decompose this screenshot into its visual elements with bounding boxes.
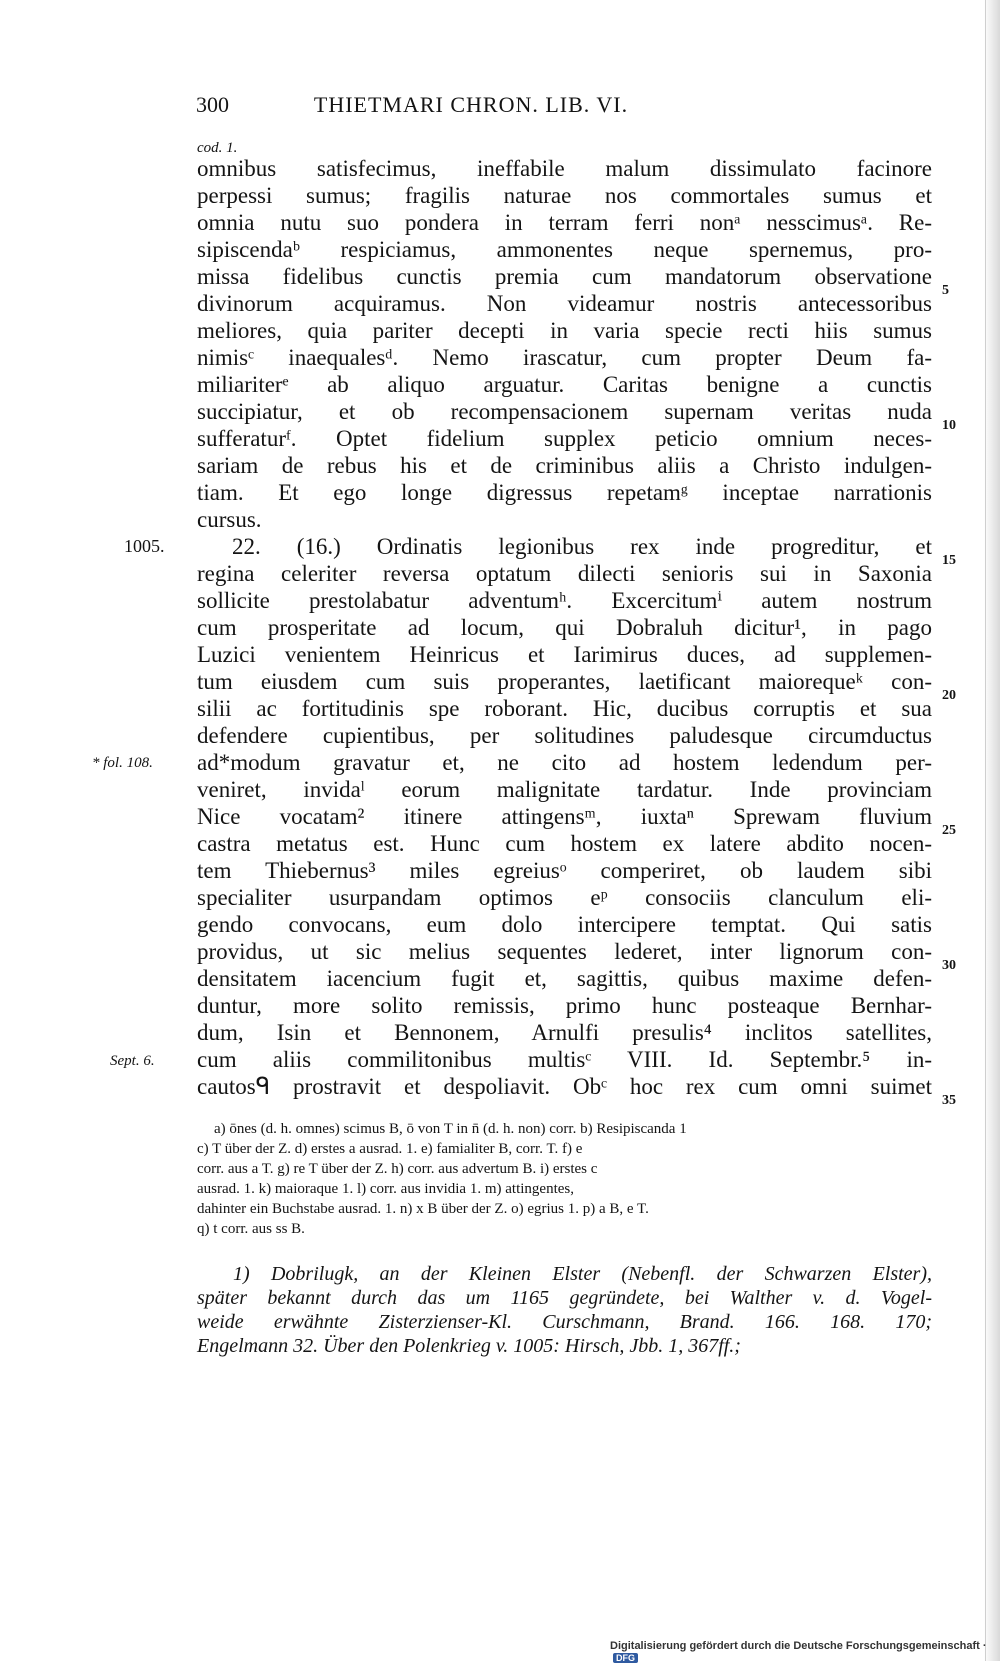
commentary-line: 1) Dobrilugk, an der Kleinen Elster (Nebenfl. der Schwarzen Elster), <box>233 1263 932 1285</box>
text-line: sufferaturᶠ. Optet fidelium supplex peticio omnium neces- <box>197 426 932 451</box>
text-line: regina celeriter reversa optatum dilecti senioris sui in Saxonia <box>197 561 932 586</box>
page-edge-line <box>985 0 986 1661</box>
text-line: duntur, more solito remissis, primo hunc posteaque Bernhar- <box>197 993 932 1018</box>
digitization-text: Digitalisierung gefördert durch die Deutsche Forschungsgemeinschaft · <box>610 1640 987 1652</box>
page-number: 300 <box>196 92 229 117</box>
text-line: castra metatus est. Hunc cum hostem ex latere abdito nocen- <box>197 831 932 856</box>
apparatus-line: q) t corr. aus ss B. <box>197 1221 305 1237</box>
text-line: sipiscendaᵇ respiciamus, ammonentes neque spernemus, pro- <box>197 237 932 262</box>
line-number: 20 <box>942 688 956 703</box>
text-line: veniret, invidaˡ eorum malignitate tardatur. Inde provinciam <box>197 777 932 802</box>
text-line: Luzici venientem Heinricus et Iarimirus duces, ad supplemen- <box>197 642 932 667</box>
running-title: THIETMARI CHRON. LIB. VI. <box>313 92 629 117</box>
text-line: divinorum acquiramus. Non videamur nostris antecessoribus <box>197 291 932 316</box>
line-number: 30 <box>942 958 956 973</box>
commentary-line: später bekannt durch das um 1165 gegründete, bei Walther v. d. Vogel- <box>197 1287 932 1309</box>
commentary-line: weide erwähnte Zisterzienser-Kl. Curschmann, Brand. 166. 168. 170; <box>197 1311 932 1333</box>
text-line: missa fidelibus cunctis premia cum mandatorum observatione <box>197 264 932 289</box>
text-line: tem Thiebernus³ miles egreiusᵒ comperiret, ob laudem sibi <box>197 858 932 883</box>
text-line: cautosᑫ prostravit et despoliavit. Obᶜ hoc rex cum omni suimet <box>197 1074 932 1099</box>
text-line: Nice vocatam² itinere attingensᵐ, iuxtaⁿ Sprewam fluvium <box>197 804 932 829</box>
text-line: tiam. Et ego longe digressus repetamᵍ inceptae narrationis <box>197 480 932 505</box>
text-line: densitatem iacencium fugit et, sagittis, quibus maxime defen- <box>197 966 932 991</box>
line-number: 35 <box>942 1093 956 1108</box>
text-line: meliores, quia pariter decepti in varia specie recti hiis sumus <box>197 318 932 343</box>
text-line: cum aliis commilitonibus multisᶜ VIII. Id. Septembr.⁵ in- <box>197 1047 932 1072</box>
margin-date: Sept. 6. <box>110 1053 155 1069</box>
text-line: tum eiusdem cum suis properantes, laetificant maiorequeᵏ con- <box>197 669 932 694</box>
text-line: ad*modum gravatur et, ne cito ad hostem ledendum per- <box>197 750 932 775</box>
margin-year: 1005. <box>124 536 165 556</box>
text-line: perpessi sumus; fragilis naturae nos commortales sumus et <box>197 183 932 208</box>
text-line: specialiter usurpandam optimos eᵖ consociis clanculum eli- <box>197 885 932 910</box>
text-line: cursus. <box>197 507 262 532</box>
apparatus-line: c) T über der Z. d) erstes a ausrad. 1. e) famialiter B, corr. T. f) e <box>197 1141 583 1157</box>
line-number: 10 <box>942 418 956 433</box>
apparatus-line: ausrad. 1. k) maioraque 1. l) corr. aus invidia 1. m) attingentes, <box>197 1181 574 1197</box>
codex-note: cod. 1. <box>197 140 238 156</box>
text-line: omnia nutu suo pondera in terram ferri nonᵃ nesscimusᵃ. Re- <box>197 210 932 235</box>
apparatus-line: corr. aus a T. g) re T über der Z. h) corr. aus advertum B. i) erstes c <box>197 1161 598 1177</box>
digitization-notice <box>610 1640 1000 1664</box>
text-line: providus, ut sic melius sequentes lederet, inter lignorum con- <box>197 939 932 964</box>
text-line: defendere cupientibus, per solitudines paludesque circumductus <box>197 723 932 748</box>
text-line: 22. (16.) Ordinatis legionibus rex inde progreditur, et <box>232 534 932 559</box>
text-line: nimisᶜ inaequalesᵈ. Nemo irascatur, cum propter Deum fa- <box>197 345 932 370</box>
apparatus-line: dahinter ein Buchstabe ausrad. 1. n) x B über der Z. o) egrius 1. p) a B, e T. <box>197 1201 649 1217</box>
text-line: gendo convocans, eum dolo intercipere temptat. Qui satis <box>197 912 932 937</box>
apparatus-line: a) ōnes (d. h. omnes) scimus B, ō von T in n̄ (d. h. non) corr. b) Resipiscanda 1 <box>214 1121 687 1137</box>
commentary-line: Engelmann 32. Über den Polenkrieg v. 1005: Hirsch, Jbb. 1, 367ff.; <box>197 1335 741 1357</box>
line-number: 25 <box>942 823 956 838</box>
page-edge-shadow <box>984 0 1000 1661</box>
running-header <box>196 92 746 122</box>
dfg-logo: DFG <box>613 1653 638 1663</box>
line-number: 15 <box>942 553 956 568</box>
margin-folio: * fol. 108. <box>92 755 153 771</box>
text-line: omnibus satisfecimus, ineffabile malum dissimulato facinore <box>197 156 932 181</box>
text-line: miliariterᵉ ab aliquo arguatur. Caritas benigne a cunctis <box>197 372 932 397</box>
text-line: cum prosperitate ad locum, qui Dobraluh dicitur¹, in pago <box>197 615 932 640</box>
text-line: succipiatur, et ob recompensacionem supernam veritas nuda <box>197 399 932 424</box>
text-line: sariam de rebus his et de criminibus aliis a Christo indulgen- <box>197 453 932 478</box>
text-line: sollicite prestolabatur adventumʰ. Excercitumⁱ autem nostrum <box>197 588 932 613</box>
text-line: dum, Isin et Bennonem, Arnulfi presulis⁴ inclitos satellites, <box>197 1020 932 1045</box>
line-number: 5 <box>942 283 949 298</box>
text-line: silii ac fortitudinis spe roborant. Hic, ducibus corruptis et sua <box>197 696 932 721</box>
